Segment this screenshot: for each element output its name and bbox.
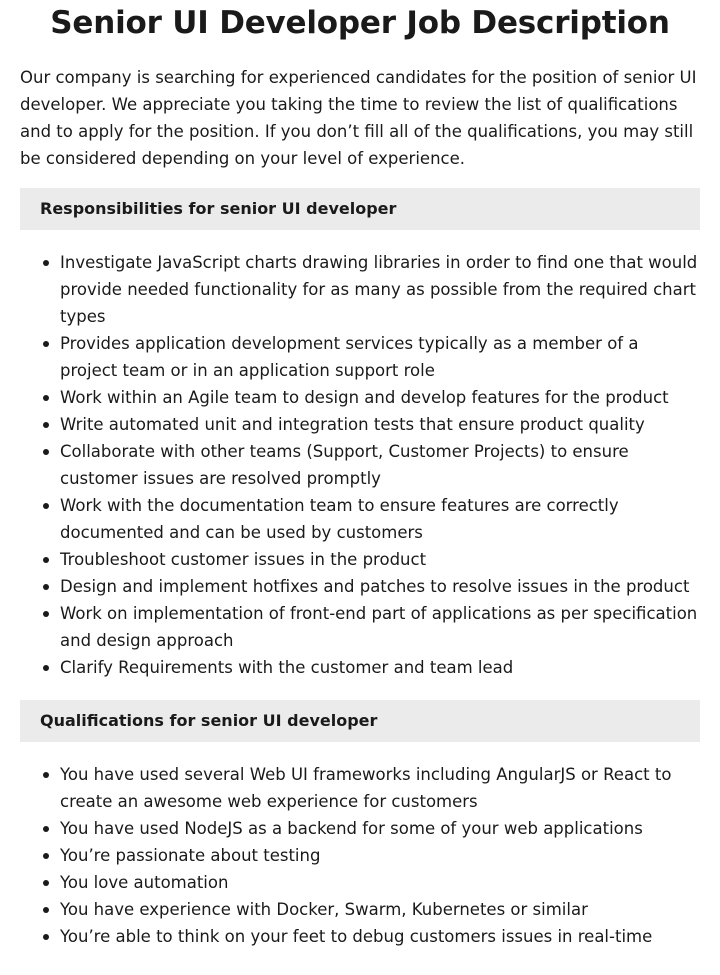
qualifications-list [20,761,700,950]
qualifications-heading: Qualifications for senior UI developer [20,700,700,742]
list-item: You love automation [60,869,700,896]
list-item: Work on implementation of front-end part of applications as per specification and design approach [60,600,700,654]
list-item: Collaborate with other teams (Support, Customer Projects) to ensure customer issues are resolved promptly [60,438,700,492]
list-item: Design and implement hotfixes and patches to resolve issues in the product [60,573,700,600]
list-item: Work within an Agile team to design and develop features for the product [60,384,700,411]
list-item: You have used several Web UI frameworks including AngularJS or React to create an awesome web experience for customers [60,761,700,815]
list-item: You have experience with Docker, Swarm, Kubernetes or similar [60,896,700,923]
list-item: Clarify Requirements with the customer and team lead [60,654,700,681]
list-item: You’re passionate about testing [60,842,700,869]
list-item: Provides application development services typically as a member of a project team or in an application support role [60,330,700,384]
list-item: Work with the documentation team to ensure features are correctly documented and can be used by customers [60,492,700,546]
list-item: You have used NodeJS as a backend for some of your web applications [60,815,700,842]
responsibilities-list [20,249,700,681]
list-item: Write automated unit and integration tests that ensure product quality [60,411,700,438]
list-item: You’re able to think on your feet to debug customers issues in real-time [60,923,700,950]
list-item: Investigate JavaScript charts drawing libraries in order to find one that would provide needed functionality for as many as possible from the required chart types [60,249,700,330]
intro-paragraph: Our company is searching for experienced candidates for the position of senior UI developer. We appreciate you taking the time to review the list of qualifications and to apply for the position. If you don’t fill all of the qualifications, you may still be considered depending on your level of experience. [20,68,697,168]
page-title: Senior UI Developer Job Description [50,5,670,41]
list-item: Troubleshoot customer issues in the product [60,546,700,573]
responsibilities-heading: Responsibilities for senior UI developer [20,188,700,230]
